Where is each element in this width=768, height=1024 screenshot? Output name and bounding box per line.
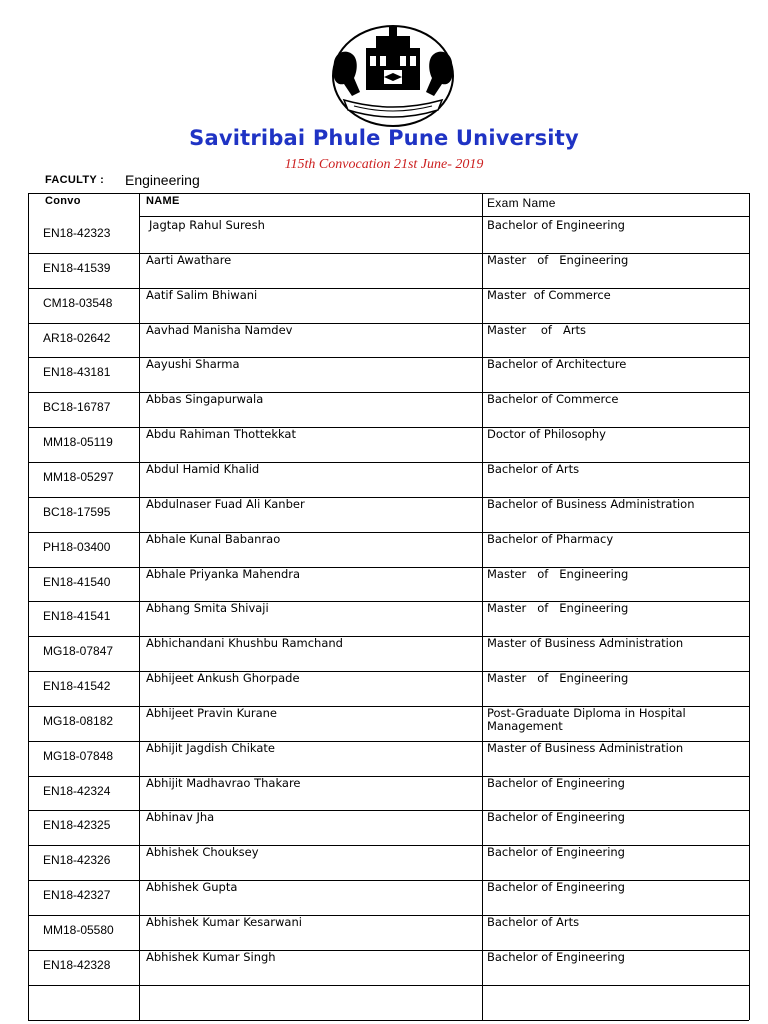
cell-name: Abhale Kunal Babanrao	[146, 532, 281, 546]
cell-convo: EN18-42324	[43, 784, 111, 798]
cell-exam: Bachelor of Commerce	[487, 392, 619, 406]
cell-convo: EN18-42326	[43, 853, 111, 867]
cell-exam: Bachelor of Engineering	[487, 880, 625, 894]
cell-name: Abhijit Jagdish Chikate	[146, 741, 275, 755]
cell-name: Abhinav Jha	[146, 810, 215, 824]
cell-exam: Bachelor of Engineering	[487, 810, 625, 824]
cell-convo: MM18-05297	[43, 470, 114, 484]
cell-name: Aarti Awathare	[146, 253, 232, 267]
cell-exam: Master of Arts	[487, 323, 587, 337]
cell-exam: Master of Business Administration	[487, 636, 684, 650]
cell-exam: Master of Engineering	[487, 671, 629, 685]
cell-exam: Bachelor of Pharmacy	[487, 532, 614, 546]
table-column-rule	[139, 193, 140, 1020]
table-top-rule	[28, 193, 749, 194]
cell-convo: MG18-07847	[43, 644, 114, 658]
cell-convo: EN18-41539	[43, 261, 111, 275]
cell-convo: EN18-42323	[43, 226, 111, 240]
table-left-rule	[28, 193, 29, 1020]
cell-name: Aavhad Manisha Namdev	[146, 323, 293, 337]
cell-name: Abbas Singapurwala	[146, 392, 264, 406]
cell-convo: BC18-16787	[43, 400, 111, 414]
convocation-subtitle: 115th Convocation 21st June- 2019	[284, 157, 484, 172]
cell-name: Abdu Rahiman Thottekkat	[146, 427, 296, 441]
table-row-rule	[28, 985, 749, 986]
cell-name: Abhichandani Khushbu Ramchand	[146, 636, 343, 650]
cell-exam: Bachelor of Business Administration	[487, 497, 695, 511]
cell-convo: EN18-42325	[43, 818, 111, 832]
cell-exam: Master of Engineering	[487, 253, 629, 267]
cell-exam: Master of Engineering	[487, 601, 629, 615]
cell-exam: Bachelor of Arts	[487, 915, 580, 929]
faculty-label: FACULTY :	[45, 174, 105, 186]
cell-name: Abhang Smita Shivaji	[146, 601, 269, 615]
column-header-exam: Exam Name	[487, 196, 556, 210]
cell-name: Abhishek Kumar Singh	[146, 950, 276, 964]
table-header-rule	[139, 216, 749, 217]
cell-exam: Post-Graduate Diploma in Hospital Management	[487, 706, 690, 733]
university-seal-icon	[314, 18, 472, 130]
cell-exam: Bachelor of Engineering	[487, 218, 625, 232]
cell-exam: Bachelor of Engineering	[487, 776, 625, 790]
cell-exam: Bachelor of Engineering	[487, 845, 625, 859]
cell-name: Abhishek Gupta	[146, 880, 238, 894]
cell-exam: Doctor of Philosophy	[487, 427, 606, 441]
cell-convo: BC18-17595	[43, 505, 111, 519]
cell-convo: MG18-07848	[43, 749, 114, 763]
cell-convo: EN18-42328	[43, 958, 111, 972]
cell-convo: PH18-03400	[43, 540, 111, 554]
cell-name: Abhijeet Pravin Kurane	[146, 706, 278, 720]
university-title: Savitribai Phule Pune University	[189, 126, 579, 150]
cell-exam: Master of Business Administration	[487, 741, 684, 755]
cell-convo: MG18-08182	[43, 714, 114, 728]
cell-convo: MM18-05119	[43, 435, 113, 449]
cell-convo: EN18-41540	[43, 575, 111, 589]
cell-name: Aatif Salim Bhiwani	[146, 288, 258, 302]
table-row-rule	[28, 1020, 749, 1021]
cell-name: Abhishek Kumar Kesarwani	[146, 915, 302, 929]
faculty-value: Engineering	[125, 172, 200, 188]
cell-name: Abhale Priyanka Mahendra	[146, 567, 301, 581]
cell-convo: EN18-41542	[43, 679, 111, 693]
table-column-rule	[482, 193, 483, 1020]
cell-name: Jagtap Rahul Suresh	[149, 218, 265, 232]
cell-convo: CM18-03548	[43, 296, 113, 310]
cell-exam: Bachelor of Engineering	[487, 950, 625, 964]
cell-exam: Bachelor of Arts	[487, 462, 580, 476]
cell-name: Abhishek Chouksey	[146, 845, 259, 859]
cell-convo: EN18-43181	[43, 365, 111, 379]
cell-exam: Bachelor of Architecture	[487, 357, 627, 371]
cell-name: Aayushi Sharma	[146, 357, 240, 371]
cell-convo: AR18-02642	[43, 331, 111, 345]
cell-name: Abdul Hamid Khalid	[146, 462, 260, 476]
cell-convo: EN18-41541	[43, 609, 111, 623]
column-header-name: NAME	[146, 195, 180, 207]
cell-name: Abdulnaser Fuad Ali Kanber	[146, 497, 305, 511]
cell-name: Abhijeet Ankush Ghorpade	[146, 671, 300, 685]
cell-convo: MM18-05580	[43, 923, 114, 937]
cell-convo: EN18-42327	[43, 888, 111, 902]
cell-exam: Master of Engineering	[487, 567, 629, 581]
table-right-rule	[749, 193, 750, 1020]
cell-exam: Master of Commerce	[487, 288, 611, 302]
cell-name: Abhijit Madhavrao Thakare	[146, 776, 301, 790]
column-header-convo: Convo	[45, 195, 81, 207]
